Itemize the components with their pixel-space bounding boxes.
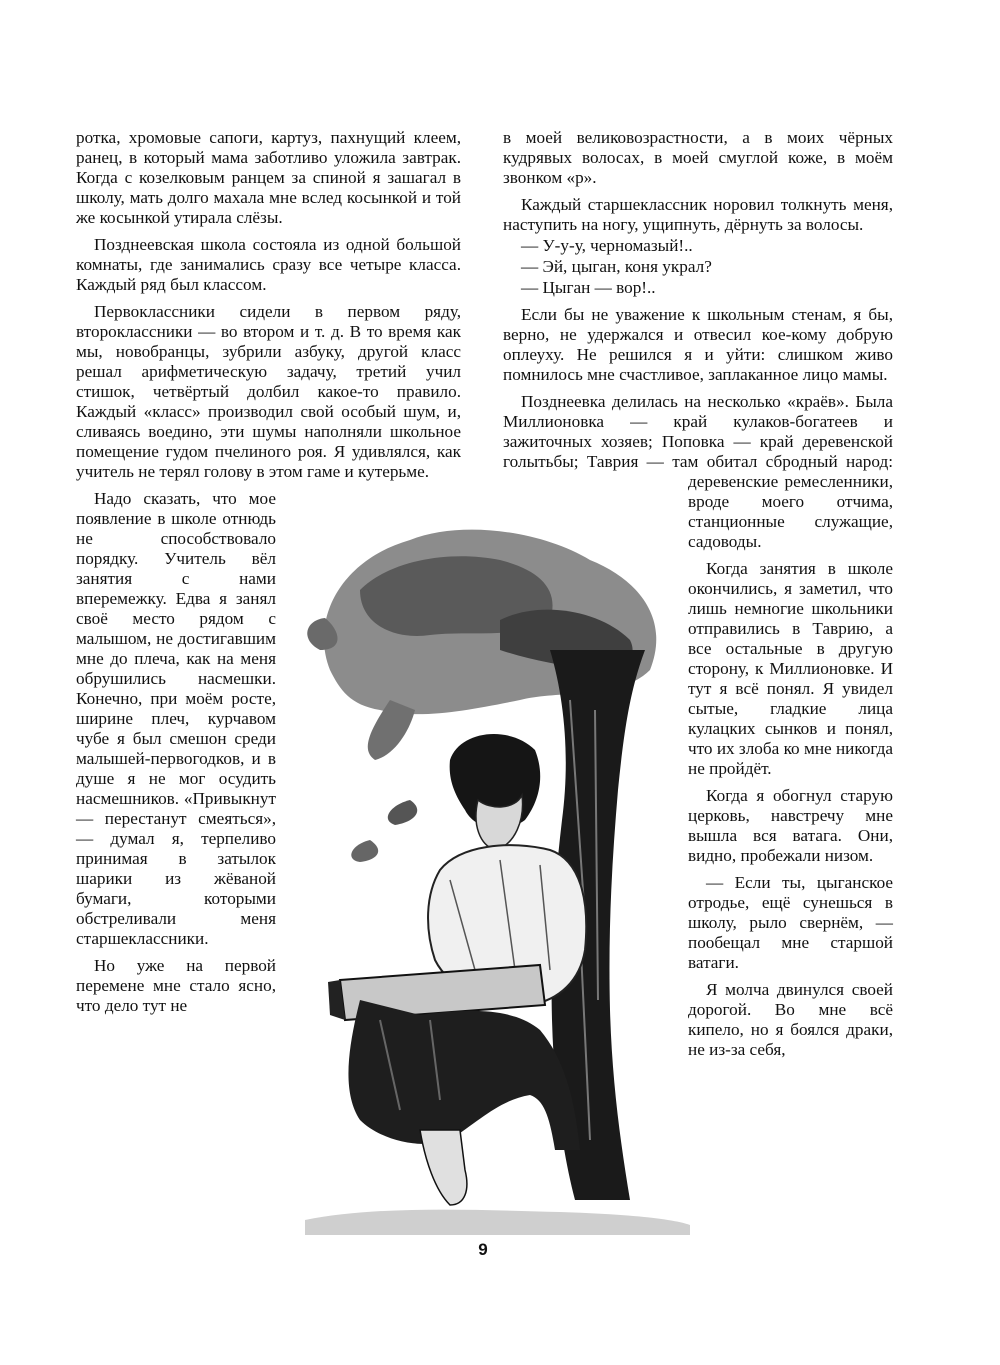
paragraph: Когда занятия в школе окончились, я заметил, что лишь немногие школьники отправились в Таврию, а все остальные в другую сторону, к Миллионовке. И тут я всё понял. Я увидел сытые, гладкие лица кулацких сынков и понял, что их злоба ко мне никогда не пройдёт. — [688, 559, 893, 778]
boy-under-tree-illustration-icon — [300, 500, 695, 1235]
page-number: 9 — [478, 1240, 488, 1259]
paragraph: Когда я обогнул старую церковь, навстречу мне вышла вся ватага. Они, видно, пробежали низом. — [688, 786, 893, 865]
dialogue-line: — У-у-у, черномазый!.. — [521, 236, 693, 255]
paragraph: Первоклассники сидели в первом ряду, второклассники — во втором и т. д. В то время как мы, новобранцы, зубрили азбуку, другой класс решал арифметическую задачу, третий учил стишок, четвёртый долбил какое-то правило. Каждый «класс» производил свой особый шум, и, сливаясь воедино, эти шумы наполняли школьное помещение гудом пчелиного роя. Я удивлялся, как учитель не терял голову в этом гаме и кутерьме. — [76, 302, 461, 481]
dialogue-line: — Эй, цыган, коня украл? — [521, 257, 712, 276]
paragraph: — Если ты, цыганское отродье, ещё сунешься в школу, рыло свернём, — пообещал мне старшой ватаги. — [688, 873, 893, 972]
paragraph: в моей великовозрастности, а в моих чёрных кудрявых волосах, в моей смуглой коже, в моём звонком «р». — [503, 128, 893, 187]
paragraph: Позднеевка делилась на несколько «краёв». Была Миллионовка — край кулаков-богатеев и зажиточных хозяев; Поповка — край деревенской голытьбы; Таврия — там обитал сбродный народ: деревенские ремесленники, вроде моего отчима, станционные служащие, садоводы. — [503, 392, 893, 551]
paragraph: Позднеевская школа состояла из одной большой комнаты, где занимались сразу все четыре класса. Каждый ряд был классом. — [76, 235, 461, 294]
boy-figure — [328, 734, 586, 1205]
paragraph: ротка, хромовые сапоги, картуз, пахнущий клеем, ранец, в который мама заботливо уложила завтрак. Когда с козелковым ранцем за спиной я зашагал в школу, мать долго махала мне вслед косынкой и той же косынкой утирала слёзы. — [76, 128, 461, 227]
paragraph: Если бы не уважение к школьным стенам, я бы, верно, не удержался и отвесил кое-кому добрую оплеуху. Не решился я и уйти: слишком живо помнилось мне счастливое, заплаканное лицо мамы. — [503, 305, 893, 384]
paragraph: Каждый старшеклассник норовил толкнуть меня, наступить на ногу, ущипнуть, дёрнуть за волосы. — [503, 195, 893, 234]
paragraph: Я молча двинулся своей дорогой. Во мне всё кипело, но я боялся драки, не из-за себя, — [688, 980, 893, 1059]
ground — [305, 1210, 690, 1235]
dialogue-line: — Цыган — вор!.. — [521, 278, 656, 297]
paragraph: Но уже на первой перемене мне стало ясно, что дело тут не — [76, 956, 276, 1015]
paragraph: Надо сказать, что мое появление в школе отнюдь не способствовало порядку. Учитель вёл занятия с нами вперемежку. Едва я занял своё место рядом с малышом, не достигавшим мне до плеча, как на меня обрушились насмешки. Конечно, при моём росте, ширине плеч, курчавом чубе я был смешон среди малышей-первогодков, и в душе я не мог осудить насмешников. «Привыкнут — перестанут смеяться», — думал я, терпеливо принимая в затылок шарики из жёваной бумаги, которыми обстреливали меня старшеклассники. — [76, 489, 276, 948]
